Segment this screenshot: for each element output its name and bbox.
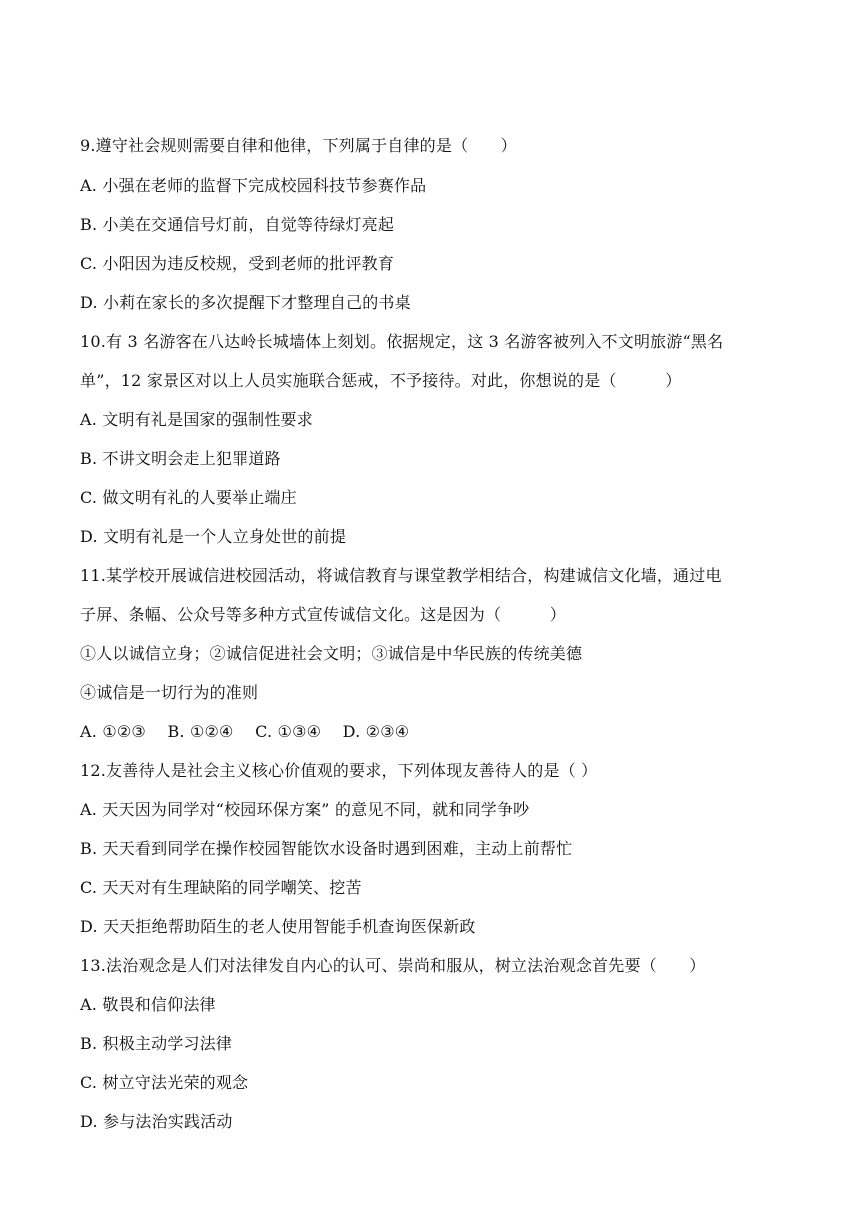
question-13-option-c: C. 树立守法光荣的观念: [80, 1073, 249, 1092]
question-9-option-b: B. 小美在交通信号灯前，自觉等待绿灯亮起: [80, 215, 395, 234]
question-13-option-b: B. 积极主动学习法律: [80, 1034, 233, 1053]
question-10-option-a: A. 文明有礼是国家的强制性要求: [80, 410, 313, 429]
question-11-statements-line-2: ④诚信是一切行为的准则: [80, 683, 259, 702]
question-11-statements-line-1: ①人以诚信立身；②诚信促进社会文明；③诚信是中华民族的传统美德: [80, 644, 583, 663]
question-10-option-b: B. 不讲文明会走上犯罪道路: [80, 449, 281, 468]
question-12-option-d: D. 天天拒绝帮助陌生的老人使用智能手机查询医保新政: [80, 917, 476, 936]
question-9-option-d: D. 小莉在家长的多次提醒下才整理自己的书桌: [80, 293, 411, 312]
question-12-option-b: B. 天天看到同学在操作校园智能饮水设备时遇到困难，主动上前帮忙: [80, 839, 573, 858]
question-10-option-d: D. 文明有礼是一个人立身处世的前提: [80, 527, 347, 546]
question-9-option-a: A. 小强在老师的监督下完成校园科技节参赛作品: [80, 176, 427, 195]
question-12-option-a: A. 天天因为同学对“校园环保方案” 的意见不同，就和同学争吵: [80, 800, 530, 819]
question-13-option-a: A. 敬畏和信仰法律: [80, 995, 216, 1014]
question-13-option-d: D. 参与法治实践活动: [80, 1112, 233, 1131]
question-11-stem-line-1: 11.某学校开展诚信进校园活动，将诚信教育与课堂教学相结合，构建诚信文化墙，通过电: [80, 566, 722, 585]
question-9-stem: 9.遵守社会规则需要自律和他律，下列属于自律的是（ ）: [80, 136, 517, 155]
question-12-stem: 12.友善待人是社会主义核心价值观的要求，下列体现友善待人的是（ ）: [80, 761, 598, 780]
question-9-option-c: C. 小阳因为违反校规，受到老师的批评教育: [80, 254, 395, 273]
question-11-stem-line-2: 子屏、条幅、公众号等多种方式宣传诚信文化。这是因为（ ）: [80, 605, 567, 624]
question-10-stem-line-1: 10.有 3 名游客在八达岭长城墙体上刻划。依据规定，这 3 名游客被列入不文明旅游“黑名: [80, 332, 724, 351]
question-11-options: A. ①②③ B. ①②④ C. ①③④ D. ②③④: [80, 722, 410, 741]
question-10-stem-line-2: 单”，12 家景区对以上人员实施联合惩戒，不予接待。对此，你想说的是（ ）: [80, 371, 682, 390]
question-13-stem: 13.法治观念是人们对法律发自内心的认可、崇尚和服从，树立法治观念首先要（ ）: [80, 956, 706, 975]
question-10-option-c: C. 做文明有礼的人要举止端庄: [80, 488, 297, 507]
question-12-option-c: C. 天天对有生理缺陷的同学嘲笑、挖苦: [80, 878, 362, 897]
